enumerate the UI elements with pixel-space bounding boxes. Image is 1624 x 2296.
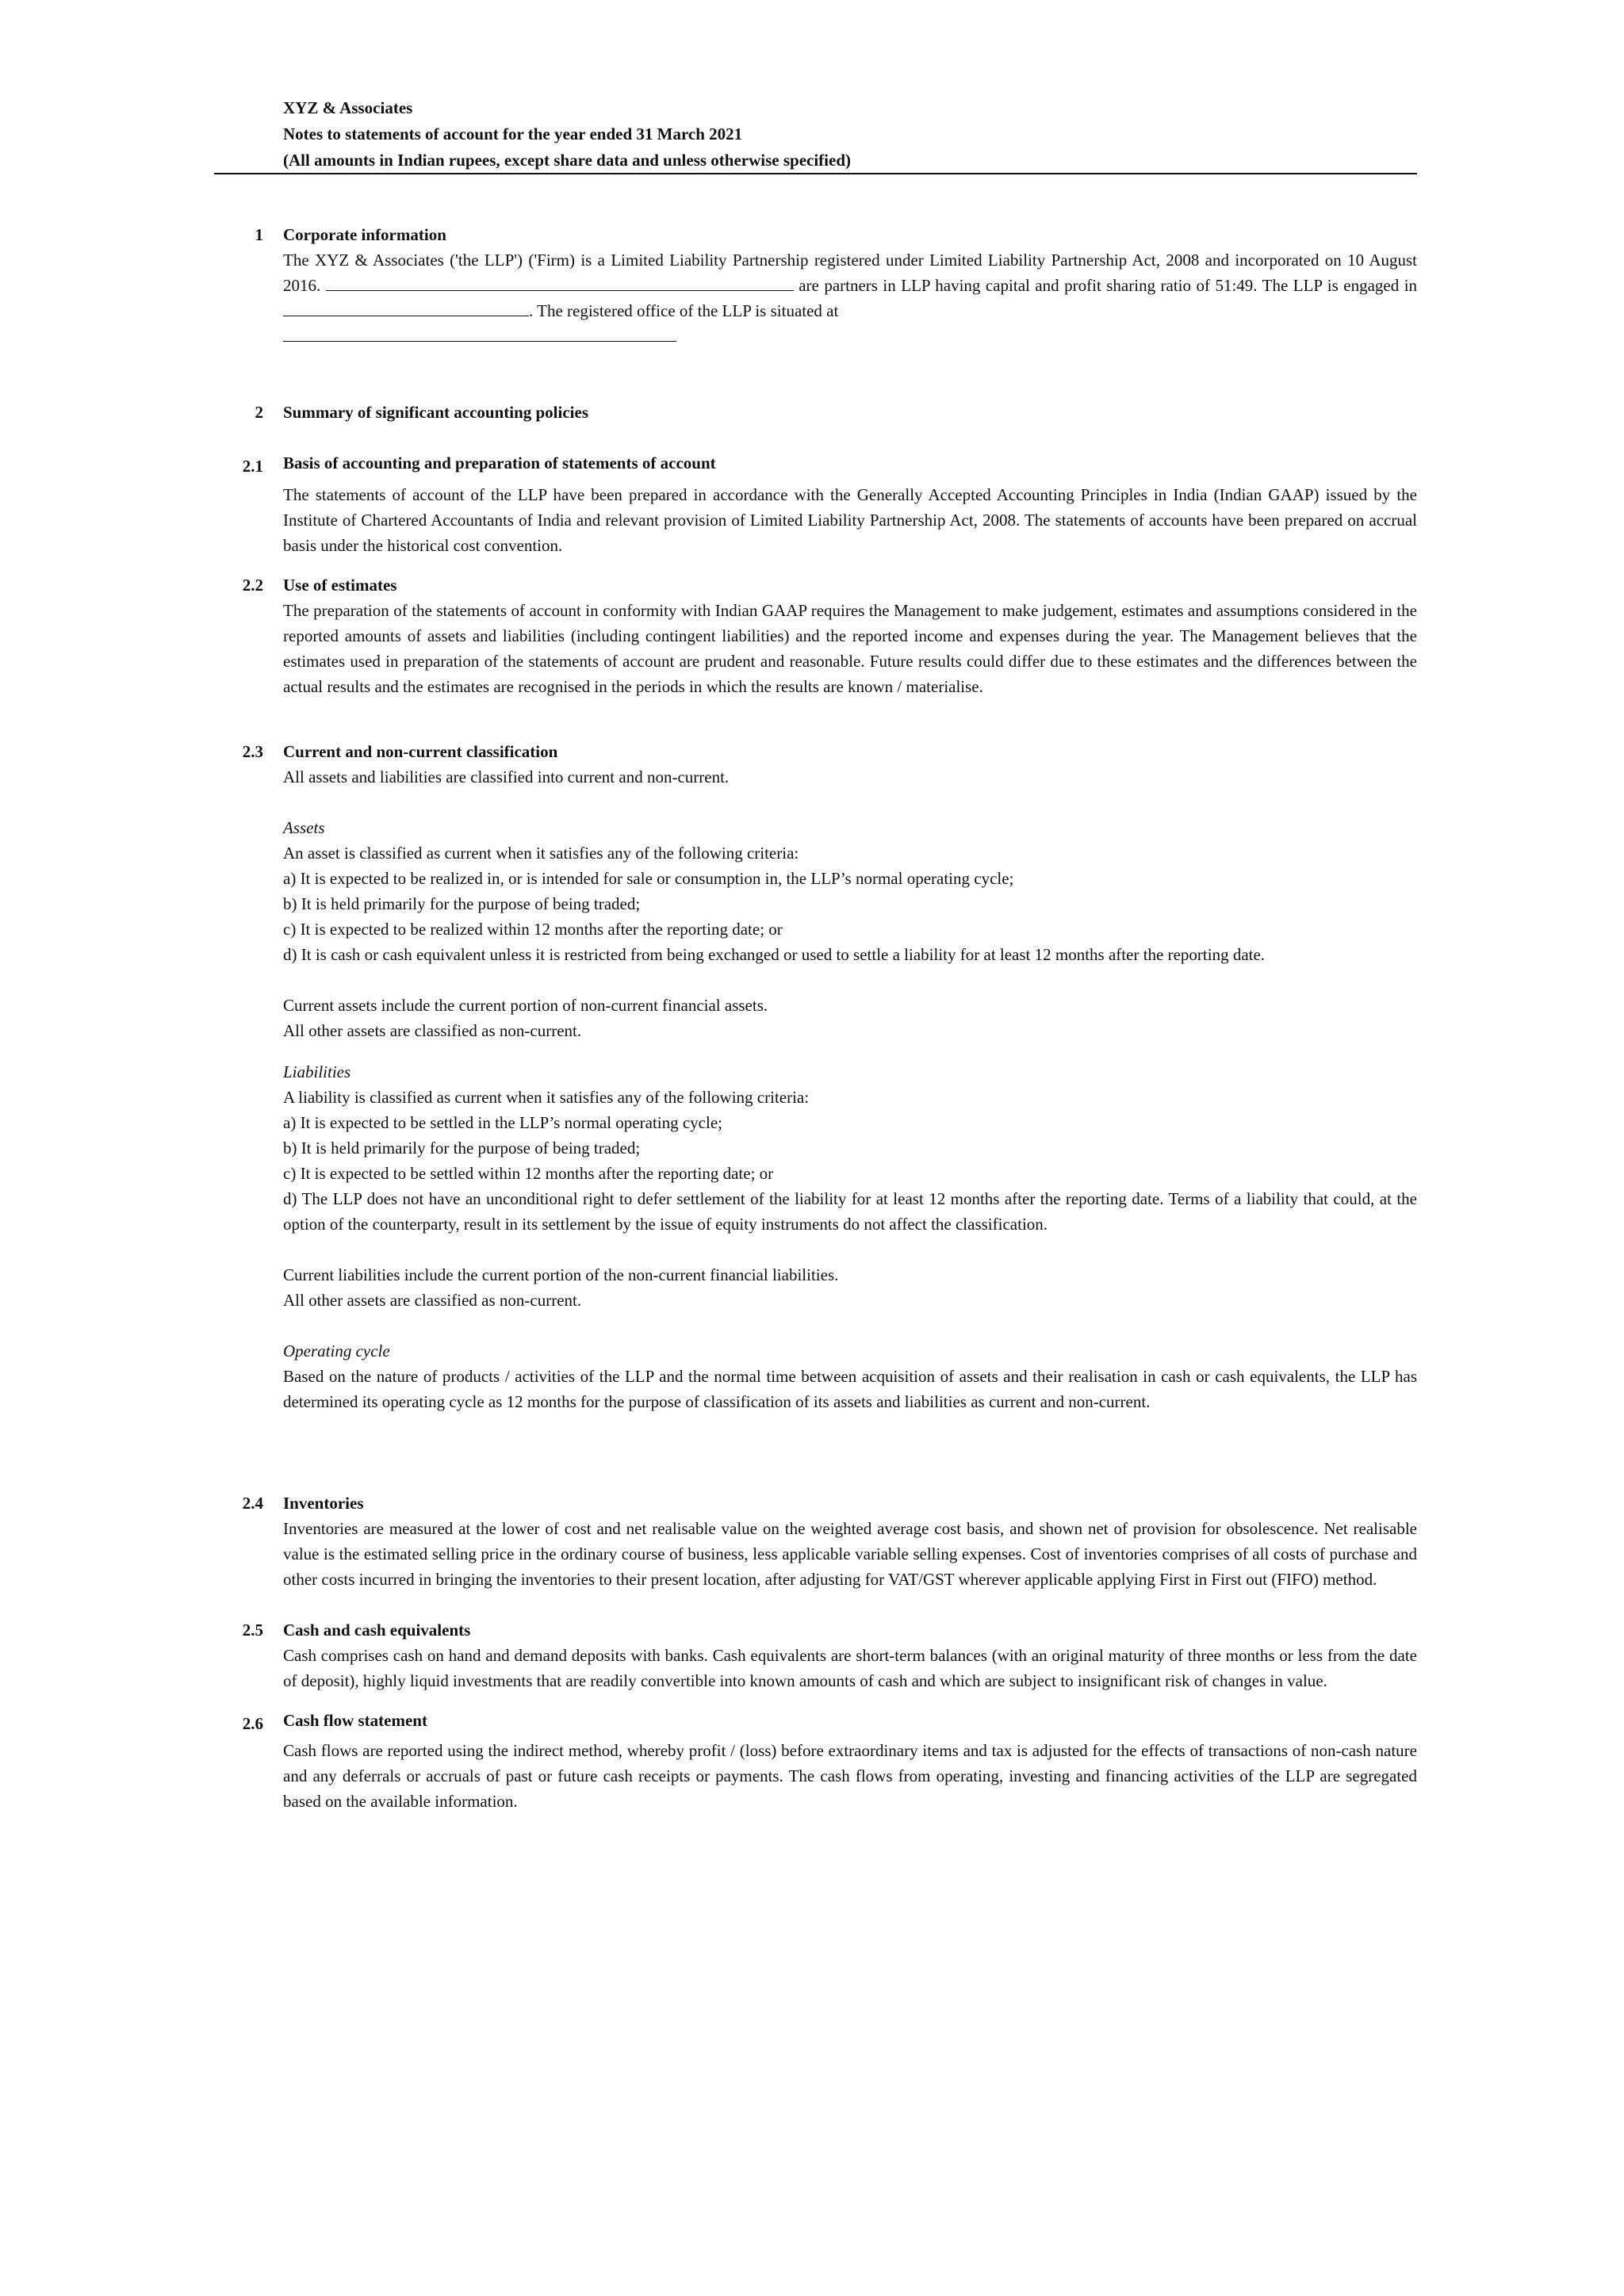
section-basis-of-accounting bbox=[214, 450, 1417, 558]
liabilities-criterion: d) The LLP does not have an unconditional right to defer settlement of the liability for at least 12 months after the reporting date. Terms of a liability that could, at the option of the counterparty, result in its settlement by the issue of equity instruments do not affect the classification. bbox=[283, 1189, 1417, 1234]
operating-cycle-body: Based on the nature of products / activities of the LLP and the normal time between acquisition of assets and their realisation in cash or cash equivalents, the LLP has determined its operating cycle as 12 months for the purpose of classification of its assets and liabilities as current and non-current. bbox=[283, 1367, 1417, 1411]
operating-cycle-subheading: Operating cycle bbox=[283, 1341, 390, 1360]
assets-criterion: c) It is expected to be realized within 12 months after the reporting date; or bbox=[283, 920, 783, 939]
section-body: Inventories are measured at the lower of cost and net realisable value on the weighted average cost basis, and shown net of provision for obsolescence. Net realisable value is the estimated selling price in the ordinary course of business, less applicable variable selling expenses. Cost of inventories comprises of all costs of purchase and other costs incurred in bringing the inventories to their present location, after adjusting for VAT/GST wherever applicable applying First in First out (FIFO) method. bbox=[283, 1519, 1417, 1589]
section-cash-equivalents bbox=[214, 1617, 1417, 1693]
section-number: 2.1 bbox=[242, 457, 263, 476]
section-number: 1 bbox=[255, 225, 263, 244]
assets-note: Current assets include the current portion of non-current financial assets. bbox=[283, 996, 768, 1015]
liabilities-note: All other assets are classified as non-current. bbox=[283, 1291, 582, 1310]
section-use-of-estimates bbox=[214, 572, 1417, 699]
section-number: 2.4 bbox=[242, 1494, 263, 1513]
liabilities-subheading: Liabilities bbox=[283, 1062, 351, 1081]
assets-note: All other assets are classified as non-current. bbox=[283, 1021, 582, 1040]
assets-criterion: b) It is held primarily for the purpose of being traded; bbox=[283, 894, 641, 913]
section-heading: Summary of significant accounting policies bbox=[283, 403, 589, 422]
corporate-text-2: are partners in LLP having capital and profit sharing ratio of 51:49. The LLP is engaged in bbox=[799, 276, 1418, 295]
liabilities-note: Current liabilities include the current portion of the non-current financial liabilities. bbox=[283, 1265, 839, 1284]
assets-intro: An asset is classified as current when it satisfies any of the following criteria: bbox=[283, 844, 799, 863]
section-corporate-information bbox=[214, 222, 1417, 349]
section-number: 2.2 bbox=[242, 576, 263, 595]
classification-intro: All assets and liabilities are classified into current and non-current. bbox=[283, 767, 730, 786]
section-heading: Basis of accounting and preparation of statements of account bbox=[283, 453, 716, 473]
document-title: Notes to statements of account for the year ended 31 March 2021 bbox=[283, 124, 743, 144]
amounts-note: (All amounts in Indian rupees, except share data and unless otherwise specified) bbox=[283, 151, 851, 170]
assets-criterion: a) It is expected to be realized in, or is intended for sale or consumption in, the LLP’s normal operating cycle; bbox=[283, 869, 1014, 888]
section-number: 2.5 bbox=[242, 1621, 263, 1640]
section-number: 2 bbox=[255, 403, 263, 422]
section-cash-flow-statement bbox=[214, 1708, 1417, 1814]
liabilities-criterion: b) It is held primarily for the purpose of being traded; bbox=[283, 1138, 641, 1158]
page-header bbox=[283, 95, 1417, 174]
notes-content bbox=[214, 222, 1417, 1814]
section-body: Cash flows are reported using the indirect method, whereby profit / (loss) before extraordinary items and tax is adjusted for the effects of transactions of non-cash nature and any deferrals or accruals of past or future cash receipts or payments. The cash flows from operating, investing and financing activities of the LLP are segregated based on the available information. bbox=[283, 1741, 1417, 1811]
partners-blank bbox=[326, 273, 794, 291]
liabilities-criterion: c) It is expected to be settled within 12 months after the reporting date; or bbox=[283, 1164, 774, 1183]
company-name: XYZ & Associates bbox=[283, 98, 413, 117]
section-current-non-current bbox=[214, 739, 1417, 1414]
corporate-text-1: The XYZ & Associates ('the LLP') ('Firm) is a Limited Liability Partnership registered under Limited Liability Partnership Act, 2008 and incorporated on 10 August 2016. bbox=[283, 251, 1417, 295]
section-heading: Cash and cash equivalents bbox=[283, 1621, 471, 1640]
header-divider bbox=[214, 173, 1417, 174]
business-blank bbox=[283, 298, 529, 316]
section-body bbox=[283, 247, 1417, 349]
section-heading: Cash flow statement bbox=[283, 1711, 427, 1730]
section-number: 2.6 bbox=[242, 1714, 263, 1733]
office-blank bbox=[283, 323, 676, 342]
section-body: The statements of account of the LLP have been prepared in accordance with the Generally Accepted Accounting Principles in India (Indian GAAP) issued by the Institute of Chartered Accountants of India and relevant provision of Limited Liability Partnership Act, 2008. The statements of accounts have been prepared on accrual basis under the historical cost convention. bbox=[283, 485, 1417, 555]
section-heading: Use of estimates bbox=[283, 576, 397, 595]
section-number: 2.3 bbox=[242, 742, 263, 761]
assets-criterion: d) It is cash or cash equivalent unless it is restricted from being exchanged or used to settle a liability for at least 12 months after the reporting date. bbox=[283, 945, 1266, 964]
corporate-text-3: . The registered office of the LLP is situated at bbox=[529, 301, 839, 320]
section-body: The preparation of the statements of account in conformity with Indian GAAP requires the Management to make judgement, estimates and assumptions considered in the reported amounts of assets and liabilities (including contingent liabilities) and the reported income and expenses during the year. The Management believes that the estimates used in preparation of the statements of account are prudent and reasonable. Future results could differ due to these estimates and the differences between the actual results and the estimates are recognised in the periods in which the results are known / materialise. bbox=[283, 601, 1417, 696]
liabilities-criterion: a) It is expected to be settled in the LLP’s normal operating cycle; bbox=[283, 1113, 722, 1132]
section-heading: Current and non-current classification bbox=[283, 742, 558, 761]
section-heading: Inventories bbox=[283, 1494, 364, 1513]
section-heading: Corporate information bbox=[283, 225, 446, 244]
assets-subheading: Assets bbox=[283, 818, 325, 837]
liabilities-intro: A liability is classified as current when it satisfies any of the following criteria: bbox=[283, 1088, 810, 1107]
section-body: Cash comprises cash on hand and demand deposits with banks. Cash equivalents are short-term balances (with an original maturity of three months or less from the date of deposit), highly liquid investments that are readily convertible into known amounts of cash and which are subject to insignificant risk of changes in value. bbox=[283, 1646, 1417, 1690]
section-inventories bbox=[214, 1490, 1417, 1592]
section-summary bbox=[214, 400, 1417, 425]
